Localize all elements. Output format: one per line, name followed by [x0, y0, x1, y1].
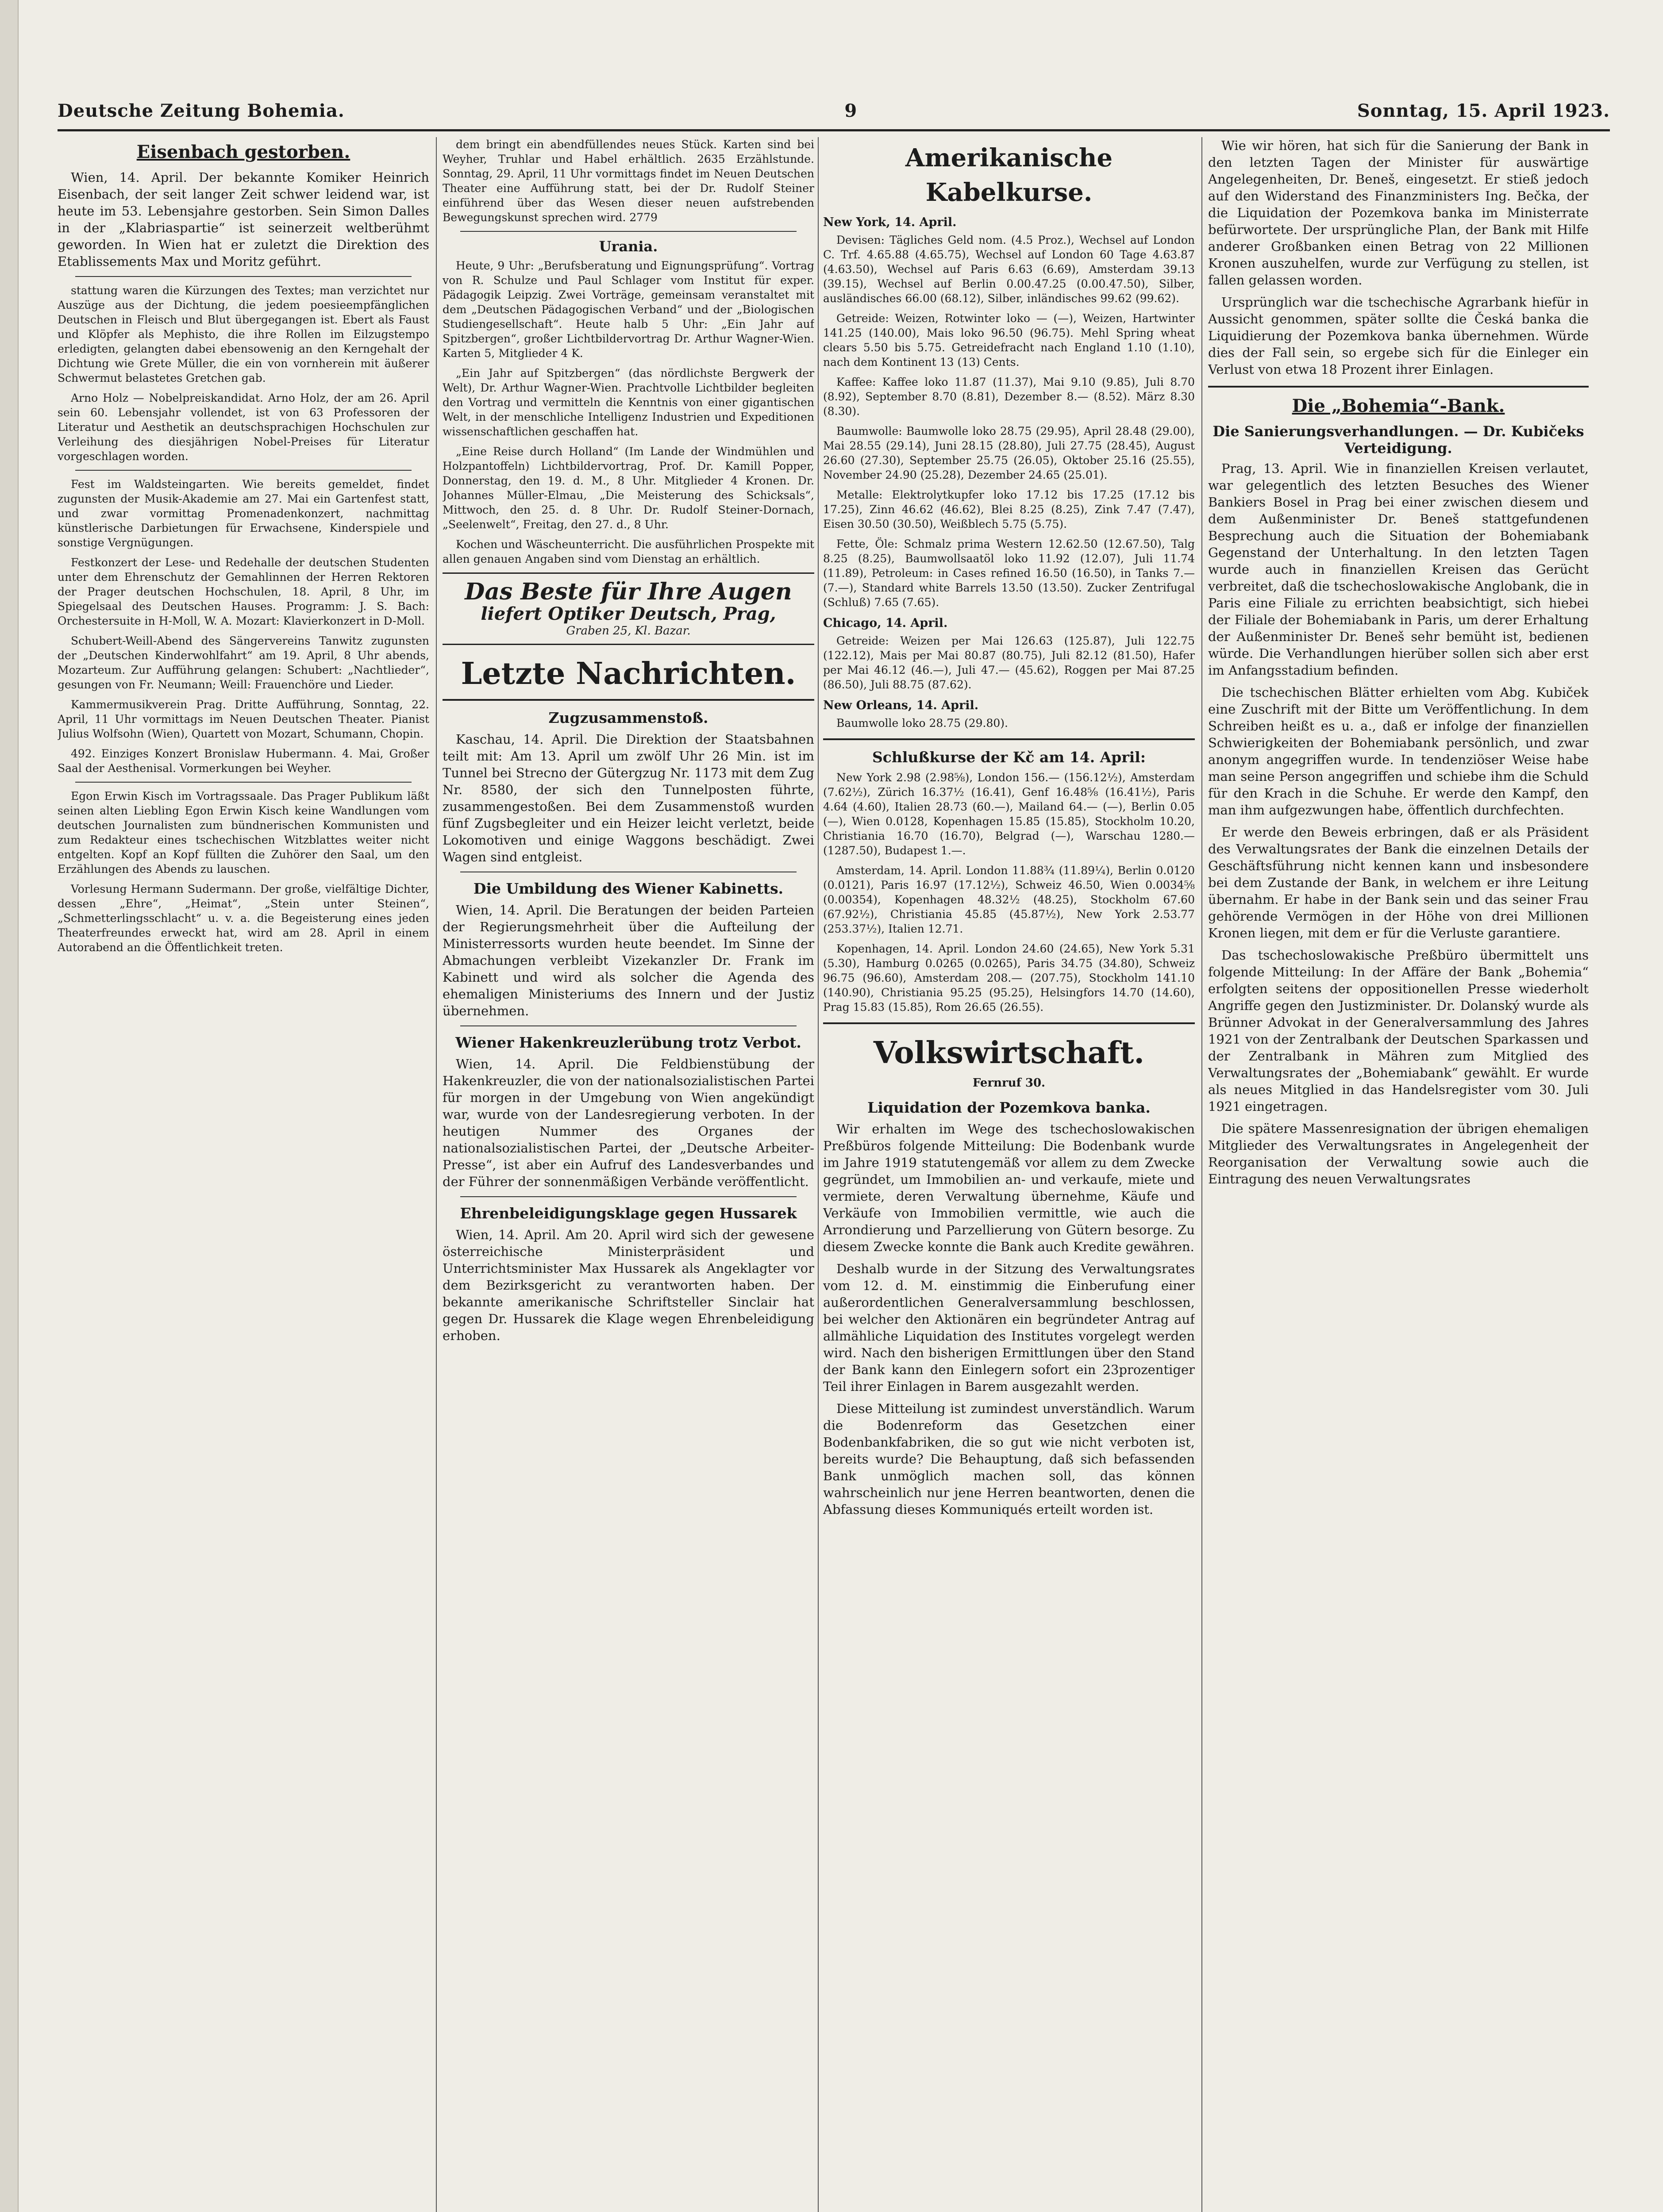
market-devisen: Devisen: Tägliches Geld nom. (4.5 Proz.), Wechsel auf London C. Trf. 4.65.88 (4.65.75), Wechsel auf London 60 Tage 4.63.87 (4.63.50), Wechsel auf Paris 6.63 (6.69), Amsterdam 39.13 (39.15), Wechsel auf Berlin 0.00.47.25 (0.00.47.50), Silber, ausländisches 66.00 (68.12), Silber, inländisches 99.62 (99.62).: [823, 234, 1195, 305]
rates-amsterdam: Amsterdam, 14. April. London 11.88¾ (11.89¼), Berlin 0.0120 (0.0121), Paris 16.97 (17.12½), Schweiz 46.50, Wien 0.0034⅝ (0.00354), Kopenhagen 48.32½ (48.25), Stockholm 67.60 (67.92½), Christiania 45.85 (45.87½), New York 2.53.77 (253.37½), Italien 12.71.: [823, 864, 1195, 935]
article-eisenbach: Wien, 14. April. Der bekannte Komiker Heinrich Eisenbach, der seit langer Zeit schwer leidend war, ist heute im 53. Lebensjahre gestorben. Sein Simon Dalles in der „Klabriaspartie“ ist seinerzeit weltberühmt geworden. In Wien hat er zuletzt die Direktion des Etablissements Max und Moritz geführt.: [58, 170, 429, 269]
article-bohemia-2: Die tschechischen Blätter erhielten vom Abg. Kubiček eine Zuschrift mit der Bitte um Veröffentlichung. In dem Schreiben heißt es u. a., daß er infolge der finanziellen Schwierigkeiten der Bohemiabank persönlich, und zwar anonym angegriffen wurde. In tendenziöser Weise habe man seine Person angegriffen und schiebe ihm die Schuld für den Krach in die Schuhe. Er werde den Kampf, den man ihm aufgezwungen habe, öffentlich durchfechten.: [1208, 685, 1589, 818]
section-rule: [1208, 386, 1589, 388]
masthead: [58, 95, 1610, 126]
article-liquidation-1: Wir erhalten im Wege des tschechoslowakischen Preßbüros folgende Mitteilung: Die Bodenbank wurde im Jahre 1919 statutengemäß vor allem zu dem Zwecke gegründet, um Immobilien an- und verkaufe, miete und vermiete, deren Verwaltung übernehme, Käufe und Verkäufe von Immobilien vermittle, wie auch die Arrondierung und Parzellierung von Gütern besorge. Zu diesem Zwecke konnte die Bank auch Kredite gewähren.: [823, 1121, 1195, 1254]
headline-hakenkreuzler: Wiener Hakenkreuzlerübung trotz Verbot.: [455, 1034, 801, 1051]
article-pressebuero: Das tschechoslowakische Preßbüro übermittelt uns folgende Mitteilung: In der Affäre der Bank „Bohemia“ erfolgten seitens der oppositionellen Presse wiederholt Angriffe gegen den Justizminister. Dr. Dolanský wurde als Brünner Advokat in der Generalversammlung des Jahres 1921 von der Zentralbank der Deutschen Sparkassen und der Zentralbank in Mähren zum Mitglied des Verwaltungsrates der „Bohemiabank“ gewählt. Er wurde als neues Mitglied in das Handelsregister vom 30. Juli 1921 eingetragen.: [1208, 948, 1589, 1114]
dateline-new-york: New York, 14. April.: [823, 215, 957, 229]
divider: [460, 1025, 797, 1026]
ad-company: liefert Optiker Deutsch, Prag,: [481, 603, 776, 624]
rates-closing: New York 2.98 (2.98⅝), London 156.— (156.12½), Amsterdam (7.62½), Zürich 16.37½ (16.41), Genf 16.48⅝ (16.41½), Paris 4.64 (4.60), Italien 28.73 (60.—), Mailand 64.— (—), Berlin 0.05 (—), Wien 0.0128, Kopenhagen 15.85 (15.85), Stockholm 10.20, Christiania 16.70 (16.70), Belgrad (—), Warschau 1280.— (1287.50), Budapest 1.—.: [823, 771, 1195, 857]
article-hakenkreuzler: Wien, 14. April. Die Feldbienstübung der Hakenkreuzler, die von der nationalsozialistischen Partei für morgen in der Umgebung von Wien angekündigt war, wurde von der Landesregierung verboten. In der heutigen Nummer des Organes der nationalsozialistischen Partei, der „Deutsche Arbeiter-Presse“, ist aber ein Aufruf des Landesverbandes und der Führer der sonnenmäßigen Verbände veröffentlicht.: [443, 1056, 814, 1189]
headline-eisenbach: Eisenbach gestorben.: [136, 142, 350, 162]
headline-urania: Urania.: [599, 238, 658, 255]
headline-liquidation: Liquidation der Pozemkova banka.: [867, 1099, 1151, 1116]
section-rule: [823, 1022, 1195, 1024]
section-rule: [443, 699, 814, 701]
column-rule: [436, 137, 437, 2212]
market-getreide: Getreide: Weizen, Rotwinter loko — (—), Weizen, Hartwinter 141.25 (140.00), Mais loko 96.50 (96.75). Mehl Spring wheat clears 5.50 bis 5.75. Getreidefracht nach England 1.10 (1.10), nach dem Kontinent 13 (13) Cents.: [823, 312, 1195, 369]
column-4: [1208, 137, 1589, 2212]
market-chicago: Getreide: Weizen per Mai 126.63 (125.87), Juli 122.75 (122.12), Mais per Mai 80.87 (80.75), Juli 82.12 (81.50), Hafer per Mai 46.12 (46.—), Juli 47.— (45.62), Roggen per Mai 87.25 (86.50), Juli 88.75 (87.62).: [823, 634, 1195, 691]
column-rule: [818, 137, 819, 2212]
section-title-latest-news: Letzte Nachrichten.: [461, 656, 796, 691]
rates-kopenhagen: Kopenhagen, 14. April. London 24.60 (24.65), New York 5.31 (5.30), Hamburg 0.0265 (0.0265), Paris 34.75 (34.80), Schweiz 96.75 (96.60), Amsterdam 208.— (207.75), Stockholm 141.10 (140.90), Christiania 95.25 (95.25), Helsingfors 14.70 (14.60), Prag 15.83 (15.85), Rom 26.65 (26.55).: [823, 942, 1195, 1014]
article-faust: stattung waren die Kürzungen des Textes; man verzichtet nur Auszüge aus der Dichtung, die jedem poesieempfänglichen Deutschen in Fleisch und Blut übergegangen ist. Ebert als Faust und Klöpfer als Mephisto, die ihre Rollen im Eilzugstempo erledigten, gelangten dabei ebensowenig an den Kerngehalt der Dichtung wie Grete Müller, die ein von vornherein mit äußerer Schwermut belastetes Gretchen gab.: [58, 284, 429, 384]
article-sanierung: Wie wir hören, hat sich für die Sanierung der Bank in den letzten Tagen der Minister für auswärtige Angelegenheiten, Dr. Beneš, eingesetzt. Er stieß jedoch auf den Widerstand des Finanzministers Ing. Bečka, der die Liquidation der Pozemkova banka im Ministerrate befürwortete. Der ursprüngliche Plan, der Bank mit Hilfe anderer Großbanken einen Betrag von 22 Millionen Kronen auszuhelfen, wurde zur Verfügung zu stellen, ist fallen gelassen worden.: [1208, 138, 1589, 288]
article-kisch: Egon Erwin Kisch im Vortragssaale. Das Prager Publikum läßt seinen alten Liebling Egon Erwin Kisch keine Wandlungen vom deutschen Journalisten zum bündnerischen Kommunisten und zum Redakteur eines tschechischen Witzblattes weiter nicht entgelten. Kopf an Kopf füllten die Zuhörer den Saal, um den Erzählungen des Abends zu lauschen.: [58, 790, 429, 876]
market-metalle: Metalle: Elektrolytkupfer loko 17.12 bis 17.25 (17.12 bis 17.25), Zinn 46.62 (46.62), Blei 8.25 (8.25), Zink 7.47 (7.47), Eisen 30.50 (30.50), Weißblech 5.75 (5.75).: [823, 488, 1195, 530]
headline-kabinett: Die Umbildung des Wiener Kabinetts.: [473, 880, 784, 897]
divider: [460, 1196, 797, 1197]
column-1: [58, 137, 429, 2212]
subheadline-bohemia-bank: Die Sanierungsverhandlungen. — Dr. Kubičeks Verteidigung.: [1213, 423, 1584, 457]
masthead-paper-name: Deutsche Zeitung Bohemia.: [58, 100, 345, 121]
article-pressebuero-2: Die spätere Massenresignation der übrigen ehemaligen Mitglieder des Verwaltungsrates in Angelegenheit der Reorganisation der Verwaltung sowie auch die Eintragung des neuen Verwaltungsrates: [1208, 1121, 1589, 1187]
optician-advertisement: [443, 572, 814, 645]
article-schubert: Schubert-Weill-Abend des Sängervereins Tanwitz zugunsten der „Deutschen Kinderwohlfahrt“ am 19. April, 8 Uhr abends, Mozarteum. Zur Aufführung gelangen: Schubert: „Nachtlieder“, gesungen von Fr. Neumann; Weill: Frauenchöre und Lieder.: [58, 634, 429, 691]
market-kaffee: Kaffee: Kaffee loko 11.87 (11.37), Mai 9.10 (9.85), Juli 8.70 (8.92), September 8.70 (8.81), Dezember 8.— (8.52). März 8.30 (8.30).: [823, 376, 1195, 418]
dateline-chicago: Chicago, 14. April.: [823, 616, 948, 630]
article-spitzbergen: „Ein Jahr auf Spitzbergen“ (das nördlichste Bergwerk der Welt), Dr. Arthur Wagner-Wien. Prachtvolle Lichtbilder begleiten den Vortrag und vermitteln die Kenntnis von einer gigantischen Welt, in der menschliche Intelligenz Industrien und Expeditionen wissenschaftlichen geschaffen hat.: [443, 367, 814, 438]
divider: [75, 470, 412, 471]
divider: [75, 276, 412, 277]
headline-bohemia-bank: Die „Bohemia“-Bank.: [1292, 396, 1505, 416]
article-kammermusik: Kammermusikverein Prag. Dritte Aufführung, Sonntag, 22. April, 11 Uhr vormittags im Neuen Deutschen Theater. Pianist Julius Wolfsohn (Wien), Quartett von Mozart, Schumann, Chopin.: [58, 698, 429, 740]
market-new-orleans: Baumwolle loko 28.75 (29.80).: [836, 717, 1009, 730]
divider: [460, 231, 797, 232]
article-kabinett: Wien, 14. April. Die Beratungen der beiden Parteien der Regierungsmehrheit über die Aufteilung der Ministerressorts wurden heute beendet. Im Sinne der Abmachungen verbleibt Vizekanzler Dr. Frank im Kabinett und wird als solcher die Agenda des ehemaligen Ministeriums des Innern und der Justiz übernehmen.: [443, 902, 814, 1018]
market-fette: Fette, Öle: Schmalz prima Western 12.62.50 (12.67.50), Talg 8.25 (8.25), Baumwollsaatöl loko 11.92 (12.07), Juli 11.74 (11.89), Petroleum: in Cases refined 16.50 (16.50), in Tanks 7.— (7.—), Standard white Barrels 13.50 (13.50). Zucker Zentrifugal (Schluß) 7.65 (7.65).: [823, 538, 1195, 609]
article-sudermann: Vorlesung Hermann Sudermann. Der große, vielfältige Dichter, dessen „Ehre“, „Heimat“, „Stein unter Steinen“, „Schmetterlingsschlacht“ u. v. a. die Begeisterung eines jeden Theaterfreundes erweckt hat, wird am 28. April in einem Autorabend an die Öffentlichkeit treten.: [58, 883, 429, 954]
article-bohemia-1: Prag, 13. April. Wie in finanziellen Kreisen verlautet, war gelegentlich des letzten Besuches des Wiener Bankiers Bosel in Prag bei einer zwischen diesem und dem Außenminister Dr. Beneš stattgefundenen Besprechung auch die Situation der Bohemiabank Gegenstand der Unterhaltung. In den letzten Tagen wurde auch in finanziellen Kreisen das Gerücht verbreitet, daß die tschechoslowakische Anglobank, die in Paris eine Filiale zu errichten beabsichtigt, sich hiebei der Filiale der Bohemiabank in Paris, um derer Erhaltung der Außenminister Dr. Beneš sehr bemüht ist, bedienen würde. Die Verhandlungen hierüber sollen sich aber erst im Anfangsstadium befinden.: [1208, 461, 1589, 678]
article-holz: Arno Holz — Nobelpreiskandidat. Arno Holz, der am 26. April sein 60. Lebensjahr vollendet, ist von 63 Professoren der Literatur und Aesthetik an deutschsprachigen Hochschulen zur Verleihung des diesjährigen Nobel-Preises für Literatur vorgeschlagen worden.: [58, 392, 429, 463]
market-baumwolle: Baumwolle: Baumwolle loko 28.75 (29.95), April 28.48 (29.00), Mai 28.55 (29.14), Juni 28.15 (28.80), Juli 27.75 (28.45), August 26.60 (27.30), September 25.75 (26.05), Oktober 25.16 (25.55), November 24.90 (25.28), Dezember 24.65 (25.01).: [823, 425, 1195, 481]
headline-cable-rates: Amerikanische Kabelkurse.: [905, 143, 1113, 207]
article-zugzusammenstoss: Kaschau, 14. April. Die Direktion der Staatsbahnen teilt mit: Am 13. April um zwölf Uhr 26 Min. ist im Tunnel bei Strecno der Gütergzug Nr. 1173 mit dem Zug Nr. 8580, der sich den Tunnelposten führte, zusammengestoßen. Bei dem Zusammenstoß wurden fünf Zugsbegleiter und ein Heizer leicht verletzt, beide Lokomotiven und einige Waggons beschädigt. Zwei Wagen sind entgleist.: [443, 732, 814, 864]
article-sanierung-2: Ursprünglich war die tschechische Agrarbank hiefür in Aussicht genommen, später sollte die Česká banka die Liquidierung der Pozemkova banka übernehmen. Würde dies der Fall sein, so ergebe sich für die Einleger ein Verlust von etwa 18 Prozent ihrer Einlagen.: [1208, 295, 1589, 377]
article-holland: „Eine Reise durch Holland“ (Im Lande der Windmühlen und Holzpantoffeln) Lichtbildervortrag, Prof. Dr. Kamill Popper, Donnerstag, den 19. d. M., 8 Uhr. Mitglieder 4 Kronen. Dr. Johannes Müller-Elmau, „Die Meisterung des Schicksals“, Mittwoch, den 25. d. 8 Uhr. Dr. Rudolf Steiner-Dornach, „Seelenwelt“, Freitag, den 27. d., 8 Uhr.: [443, 445, 814, 531]
column-3: [823, 137, 1195, 2212]
article-ehrenbeleidigung: Wien, 14. April. Am 20. April wird sich der gewesene österreichische Ministerpräsident und Unterrichtsminister Max Hussarek als Angeklagter vor dem Bezirksgericht zu verantworten haben. Der bekannte amerikanische Schriftsteller Sinclair hat gegen Dr. Hussarek die Klage wegen Ehrenbeleidigung erhoben.: [443, 1227, 814, 1343]
article-lesehalle: Festkonzert der Lese- und Redehalle der deutschen Studenten unter dem Ehrenschutz der Gemahlinnen der Herren Rektoren der Prager deutschen Hochschulen, 18. April, 8 Uhr, im Spiegelsaal des Deutschen Hauses. Programm: J. S. Bach: Orchestersuite in H-Moll, W. A. Mozart: Klavierkonzert in D-Moll.: [58, 556, 429, 627]
page-number: 9: [844, 100, 858, 121]
masthead-rule: [58, 129, 1610, 131]
headline-closing-rates: Schlußkurse der Kč am 14. April:: [872, 749, 1146, 766]
column-2: [443, 137, 814, 2212]
article-waldstein: Fest im Waldsteingarten. Wie bereits gemeldet, findet zugunsten der Musik-Akademie am 27. Mai ein Gartenfest statt, und zwar vormittag Promenadenkonzert, nachmittag künstlerische Darbietungen für Erwachsene, Kinderspiele und sonstige Vergnügungen.: [58, 478, 429, 549]
article-continued: dem bringt ein abendfüllendes neues Stück. Karten sind bei Weyher, Truhlar und Habel erhältlich. 2635 Erzählstunde. Sonntag, 29. April, 11 Uhr vormittags findet im Neuen Deutschen Theater eine Aufführung statt, bei der Dr. Rudolf Steiner einführend über das Wesen dieser neuen aufstrebenden Bewegungskunst sprechen wird. 2779: [443, 138, 814, 224]
divider: [75, 782, 412, 783]
ad-headline: Das Beste für Ihre Augen: [465, 578, 792, 605]
column-rule: [1201, 137, 1202, 2212]
headline-zugzusammenstoss: Zugzusammenstoß.: [548, 709, 708, 726]
ad-address: Graben 25, Kl. Bazar.: [566, 624, 691, 637]
article-bohemia-3: Er werde den Beweis erbringen, daß er als Präsident des Verwaltungsrates der Bank die einzelnen Details der Geschäftsführung nicht kennen kann und insbesondere bei dem Zustande der Bank, in welchem er ihre Leitung übernahm. Er habe in der Bank sein und das seiner Frau gehörende Vermögen in der Höhe von drei Millionen Kronen liegen, mit dem er für die Verluste garantiere.: [1208, 825, 1589, 941]
article-liquidation-3: Diese Mitteilung ist zumindest unverständlich. Warum die Bodenreform das Gesetzchen einer Bodenbankfabriken, die so gut wie nicht verboten ist, bereits wurde? Die Behauptung, daß sich befassenden Bank unmöglich machen soll, das können wahrscheinlich nur jene Herren beantworten, denen die Abfassung dieses Kommuniqués erteilt worden ist.: [823, 1401, 1195, 1517]
article-kurse: Kochen und Wäscheunterricht. Die ausführlichen Prospekte mit allen genauen Angaben sind vom Dienstag an erhältlich.: [443, 538, 814, 565]
article-urania: Heute, 9 Uhr: „Berufsberatung und Eignungsprüfung“. Vortrag von R. Schulze und Paul Schlager vom Institut für exper. Pädagogik Leipzig. Zwei Vorträge, gemeinsam veranstaltet mit dem „Deutschen Pädagogischen Verband“ und der „Biologischen Studiengesellschaft“. Heute halb 5 Uhr: „Ein Jahr auf Spitzbergen“, großer Lichtbildervortrag Dr. Arthur Wagner-Wien. Karten 5, Mitglieder 4 K.: [443, 259, 814, 360]
masthead-date: Sonntag, 15. April 1923.: [1357, 100, 1610, 121]
dateline-new-orleans: New Orleans, 14. April.: [823, 699, 979, 712]
headline-ehrenbeleidigung: Ehrenbeleidigungsklage gegen Hussarek: [460, 1205, 797, 1222]
article-liquidation-2: Deshalb wurde in der Sitzung des Verwaltungsrates vom 12. d. M. einstimmig die Einberufung einer außerordentlichen Generalversammlung beschlossen, bei welcher den Aktionären ein begründeter Antrag auf allmähliche Liquidation des Institutes vorgelegt werden wird. Nach den bisherigen Ermittlungen über den Stand der Bank kann den Einlegern sofort ein 23prozentiger Teil ihrer Einlagen in Barem ausgezahlt werden.: [823, 1261, 1195, 1394]
section-title-economy: Volkswirtschaft.: [873, 1035, 1145, 1071]
section-rule: [823, 738, 1195, 740]
previous-page-edge: [0, 0, 19, 2212]
article-huberman: 492. Einziges Konzert Bronislaw Hubermann. 4. Mai, Großer Saal der Aesthenisal. Vormerkungen bei Weyher.: [58, 747, 429, 775]
section-phone: Fernruf 30.: [972, 1076, 1046, 1090]
